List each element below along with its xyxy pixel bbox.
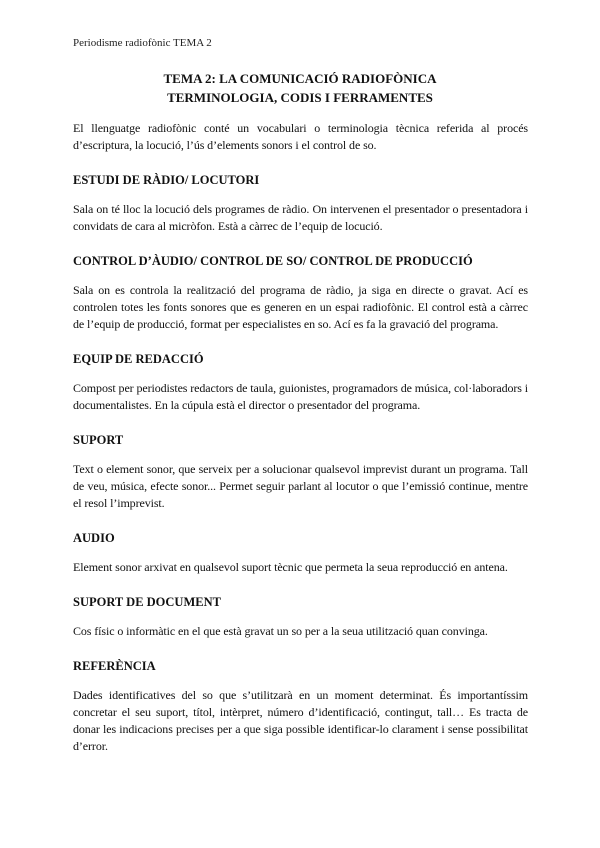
section-heading-suport-document: SUPORT DE DOCUMENT: [73, 595, 221, 609]
section-heading-suport: SUPORT: [73, 433, 124, 447]
title-line-2: TERMINOLOGIA, CODIS I FERRAMENTES: [167, 90, 433, 105]
document-title: [0, 69, 600, 107]
section-text-equip: Compost per periodistes redactors de taula, guionistes, programadors de música, col·laboradors i documentalistes. En la cúpula està el director o presentador del programa.: [73, 381, 528, 412]
section-text-referencia: Dades identificatives del so que s’utilitzarà en un moment determinat. És importantíssim concretar el seu suport, títol, intèrpret, número d’identificació, contingut, tall… Es tracta de donar les indicacions precises per a que siga possible identificar-lo clarament i sense possibilitat d’error.: [73, 688, 528, 753]
section-heading-control: CONTROL D’ÀUDIO/ CONTROL DE SO/ CONTROL DE PRODUCCIÓ: [73, 254, 473, 268]
section-text-control: Sala on es controla la realització del programa de ràdio, ja siga en directe o gravat. Ací es controlen totes les fonts sonores que es generen en un espai radiofònic. El control està a càrrec de l’equip de producció, format per especialistes en so. Ací es fa la gravació del programa.: [73, 283, 528, 331]
title-line-1: TEMA 2: LA COMUNICACIÓ RADIOFÒNICA: [163, 71, 437, 86]
intro-paragraph: El llenguatge radiofònic conté un vocabulari o terminologia tècnica referida al procés d’escriptura, la locució, l’ús d’elements sonors i el control de so.: [73, 121, 528, 152]
section-heading-equip: EQUIP DE REDACCIÓ: [73, 352, 204, 366]
running-header: Periodisme radiofònic TEMA 2: [73, 37, 212, 49]
section-text-suport-document: Cos físic o informàtic en el que està gravat un so per a la seua utilització quan convinga.: [73, 624, 488, 638]
section-heading-audio: AUDIO: [73, 531, 115, 545]
section-text-suport: Text o element sonor, que serveix per a solucionar qualsevol imprevist durant un programa. Tall de veu, música, efecte sonor... Permet seguir parlant al locutor o que l’emissió continue, mentre el resol l’imprevist.: [73, 462, 528, 510]
document-body: [73, 120, 528, 755]
section-heading-estudi: ESTUDI DE RÀDIO/ LOCUTORI: [73, 173, 260, 187]
section-heading-referencia: REFERÈNCIA: [73, 659, 156, 673]
section-text-estudi: Sala on té lloc la locució dels programes de ràdio. On intervenen el presentador o presentadora i convidats de cara al micròfon. Està a càrrec de l’equip de locució.: [73, 202, 528, 233]
section-text-audio: Element sonor arxivat en qualsevol suport tècnic que permeta la seua reproducció en antena.: [73, 560, 508, 574]
